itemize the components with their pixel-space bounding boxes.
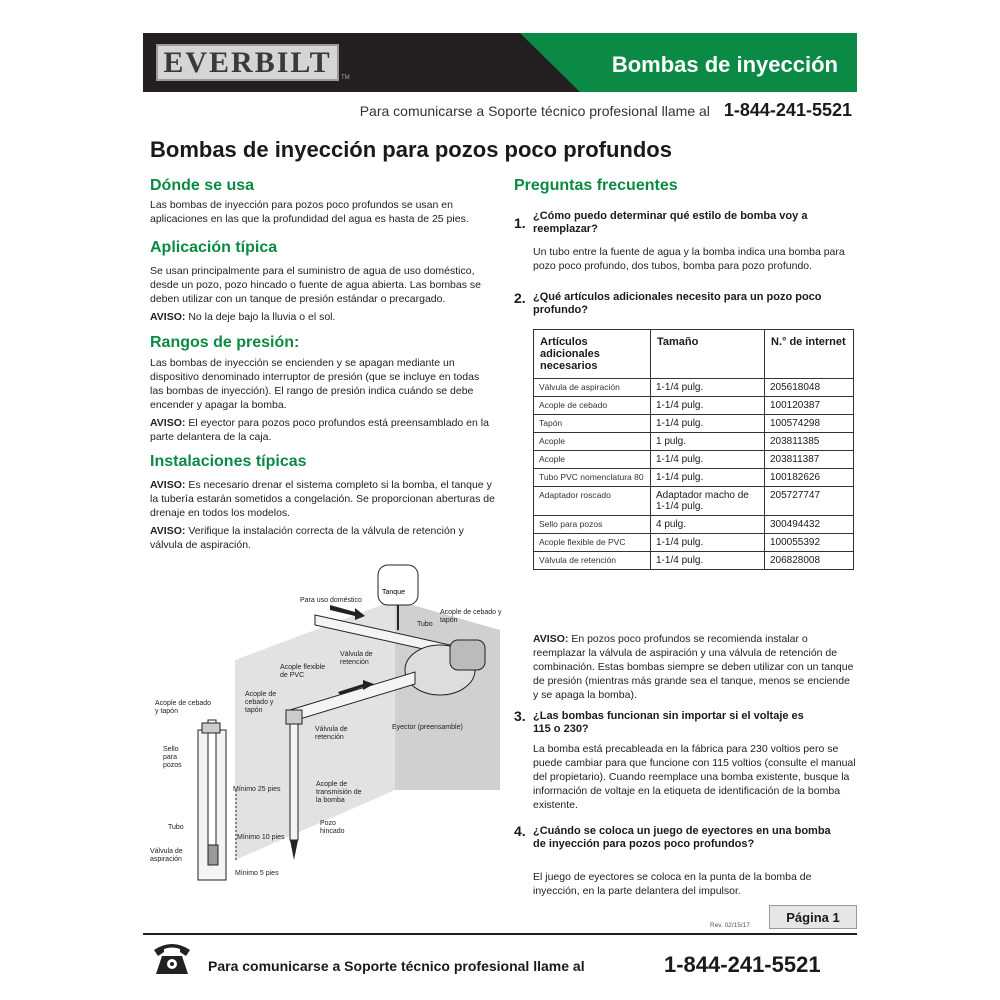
cell-item: Acople de cebado <box>534 397 651 415</box>
label-ejector: Eyector (preensamble) <box>392 724 463 731</box>
warning-text: En pozos poco profundos se recomienda instalar o reemplazar la válvula de aspiración y una válvula de retención de combinación. Estas bombas siempre se deben utilizar con un tanque de presión (mientras más grande sea el tanque, menos se enciende y se apaga la bomba). <box>533 633 854 701</box>
table-row <box>534 469 854 487</box>
col-internet-number: N.° de internet <box>765 330 854 379</box>
q2-question: ¿Qué artículos adicionales necesito para un pozo poco profundo? <box>533 291 822 316</box>
tank-label: Tanque <box>382 589 405 596</box>
section-warning-pressure <box>150 416 495 444</box>
label-check-valve-top: Válvula de retención <box>340 651 373 666</box>
section-text-pressure: Las bombas de inyección se encienden y se apagan mediante un dispositivo denominado interruptor de presión (que se incluye en todas las bombas de inyección). El rango de presión indica cuándo se debe encender y apagar la bomba. <box>150 357 480 411</box>
label-cap-mid: Acople de cebado y tapón <box>245 691 277 714</box>
table-row <box>534 415 854 433</box>
parts-table-header <box>534 330 854 379</box>
warning-label: AVISO: <box>533 633 569 645</box>
label-domestic: Para uso doméstico <box>300 597 362 604</box>
section-title-application: Aplicación típica <box>150 239 278 256</box>
cell-size: 1-1/4 pulg. <box>651 534 765 552</box>
label-check-valve-mid: Válvula de retención <box>315 726 348 741</box>
cell-item: Acople flexible de PVC <box>534 534 651 552</box>
q4-number: 4. <box>514 823 526 839</box>
warning-label: AVISO: <box>150 479 186 491</box>
table-row <box>534 487 854 516</box>
q1-number: 1. <box>514 215 526 231</box>
cell-item: Sello para pozos <box>534 516 651 534</box>
warning-text: El eyector para pozos poco profundos está preensamblado en la parte delantera de la caja. <box>150 417 489 443</box>
cell-size: 1-1/4 pulg. <box>651 451 765 469</box>
telephone-icon <box>152 940 192 976</box>
cell-number: 100055392 <box>765 534 854 552</box>
cell-number: 203811387 <box>765 451 854 469</box>
cell-number: 100182626 <box>765 469 854 487</box>
support-text: Para comunicarse a Soporte técnico profesional llame al <box>359 103 710 119</box>
cell-number: 205727747 <box>765 487 854 516</box>
warning-text: No la deje bajo la lluvia o el sol. <box>188 311 336 323</box>
table-row <box>534 397 854 415</box>
cell-number: 205618048 <box>765 379 854 397</box>
table-row <box>534 534 854 552</box>
page-number-badge: Página 1 <box>769 905 857 929</box>
cell-item: Tubo PVC nomenclatura 80 <box>534 469 651 487</box>
cell-size: 1-1/4 pulg. <box>651 469 765 487</box>
cell-number: 203811385 <box>765 433 854 451</box>
label-pipe-top: Tubo <box>417 621 433 628</box>
section-text-where: Las bombas de inyección para pozos poco profundos se usan en aplicaciones en las que la profundidad del agua es hasta de 25 pies. <box>150 199 469 225</box>
table-row <box>534 379 854 397</box>
section-warning-valves <box>150 524 495 552</box>
cell-size: 1-1/4 pulg. <box>651 397 765 415</box>
cell-number: 100120387 <box>765 397 854 415</box>
table-row <box>534 552 854 570</box>
warning-label: AVISO: <box>150 311 186 323</box>
q3-question: ¿Las bombas funcionan sin importar si el voltaje es 115 o 230? <box>533 710 804 735</box>
faq-warning <box>533 632 858 702</box>
cell-size: 4 pulg. <box>651 516 765 534</box>
label-min5: Mínimo 5 pies <box>235 870 279 877</box>
cell-item: Válvula de aspiración <box>534 379 651 397</box>
cell-number: 100574298 <box>765 415 854 433</box>
label-min10: Mínimo 10 pies <box>237 834 285 841</box>
col-items: Artículos adicionales necesarios <box>534 330 651 379</box>
section-title-pressure: Rangos de presión: <box>150 334 300 351</box>
label-cap-left: Acople de cebado y tapón <box>155 700 212 715</box>
logo-trademark: TM <box>341 75 350 81</box>
q4-answer: El juego de eyectores se coloca en la punta de la bomba de inyección, en la parte delantera del impulsor. <box>533 871 812 897</box>
label-drive-coupling: Acople de transmisión de la bomba <box>316 781 362 804</box>
label-foot-valve: Válvula de aspiración <box>150 848 183 863</box>
support-line-top <box>360 100 852 121</box>
q1-answer: Un tubo entre la fuente de agua y la bomba indica una bomba para pozo poco profundo, dos tubos, bomba para pozo profundo. <box>533 246 845 272</box>
cell-item: Acople <box>534 451 651 469</box>
warning-text: Es necesario drenar el sistema completo si la bomba, el tanque y la tubería estarán sometidos a congelación. Se proporcionan aberturas de drenaje en todos los modelos. <box>150 479 495 519</box>
label-min25: Mínimo 25 pies <box>233 786 281 793</box>
warning-label: AVISO: <box>150 417 186 429</box>
q3-number: 3. <box>514 708 526 724</box>
warning-text: Verifique la instalación correcta de la válvula de retención y válvula de aspiración. <box>150 525 464 551</box>
q1-question: ¿Cómo puedo determinar qué estilo de bomba voy a reemplazar? <box>533 210 808 235</box>
q2-number: 2. <box>514 290 526 306</box>
everbilt-logo: EVERBILT <box>156 44 339 81</box>
page-title: Bombas de inyección para pozos poco profundos <box>150 137 672 162</box>
label-seal: Sello para pozos <box>163 746 182 769</box>
table-row <box>534 433 854 451</box>
table-row <box>534 516 854 534</box>
support-phone[interactable]: 1-844-241-5521 <box>723 100 852 120</box>
footer-support-text: Para comunicarse a Soporte técnico profesional llame al <box>208 958 585 974</box>
cell-size: Adaptador macho de 1-1/4 pulg. <box>651 487 765 516</box>
section-title-where: Dónde se usa <box>150 177 255 194</box>
cell-size: 1 pulg. <box>651 433 765 451</box>
cell-item: Válvula de retención <box>534 552 651 570</box>
warning-label: AVISO: <box>150 525 186 537</box>
table-row <box>534 451 854 469</box>
revision-date: Rev. 02/15/17 <box>710 922 750 929</box>
col-size: Tamaño <box>651 330 765 379</box>
footer-support-phone[interactable]: 1-844-241-5521 <box>664 952 821 977</box>
cell-size: 1-1/4 pulg. <box>651 379 765 397</box>
cell-size: 1-1/4 pulg. <box>651 415 765 433</box>
q3-answer: La bomba está precableada en la fábrica para 230 voltios pero se puede cambiar para que funcione con 115 voltios (consulte el manual del propietario). Cuando reemplace una bomba existente, busque la información de voltaje en la etiqueta de identificación de la bomba existente. <box>533 743 856 811</box>
cell-size: 1-1/4 pulg. <box>651 552 765 570</box>
faq-title: Preguntas frecuentes <box>514 177 678 194</box>
label-pipe-left: Tubo <box>168 824 184 831</box>
cell-item: Tapón <box>534 415 651 433</box>
cell-item: Acople <box>534 433 651 451</box>
cell-number: 300494432 <box>765 516 854 534</box>
section-title-installations: Instalaciones típicas <box>150 453 307 470</box>
header-title: Bombas de inyección <box>611 52 838 77</box>
section-warning-drain <box>150 478 495 520</box>
label-flex: Acople flexible de PVC <box>280 664 326 679</box>
cell-item: Adaptador roscado <box>534 487 651 516</box>
label-cap-right: Acople de cebado y tapón <box>440 609 502 624</box>
section-warning-application <box>150 310 495 324</box>
label-driven-well: Pozo hincado <box>320 820 345 835</box>
footer-divider <box>143 933 857 935</box>
cell-number: 206828008 <box>765 552 854 570</box>
parts-table <box>533 329 854 570</box>
q4-question: ¿Cuándo se coloca un juego de eyectores en una bomba de inyección para pozos poco profundos? <box>533 825 831 850</box>
section-text-application: Se usan principalmente para el suministro de agua de uso doméstico, desde un pozo, pozo hincado o fuente de agua abierta. Las bombas se deben utilizar con un tanque de presión estándar o precargado. <box>150 265 481 305</box>
